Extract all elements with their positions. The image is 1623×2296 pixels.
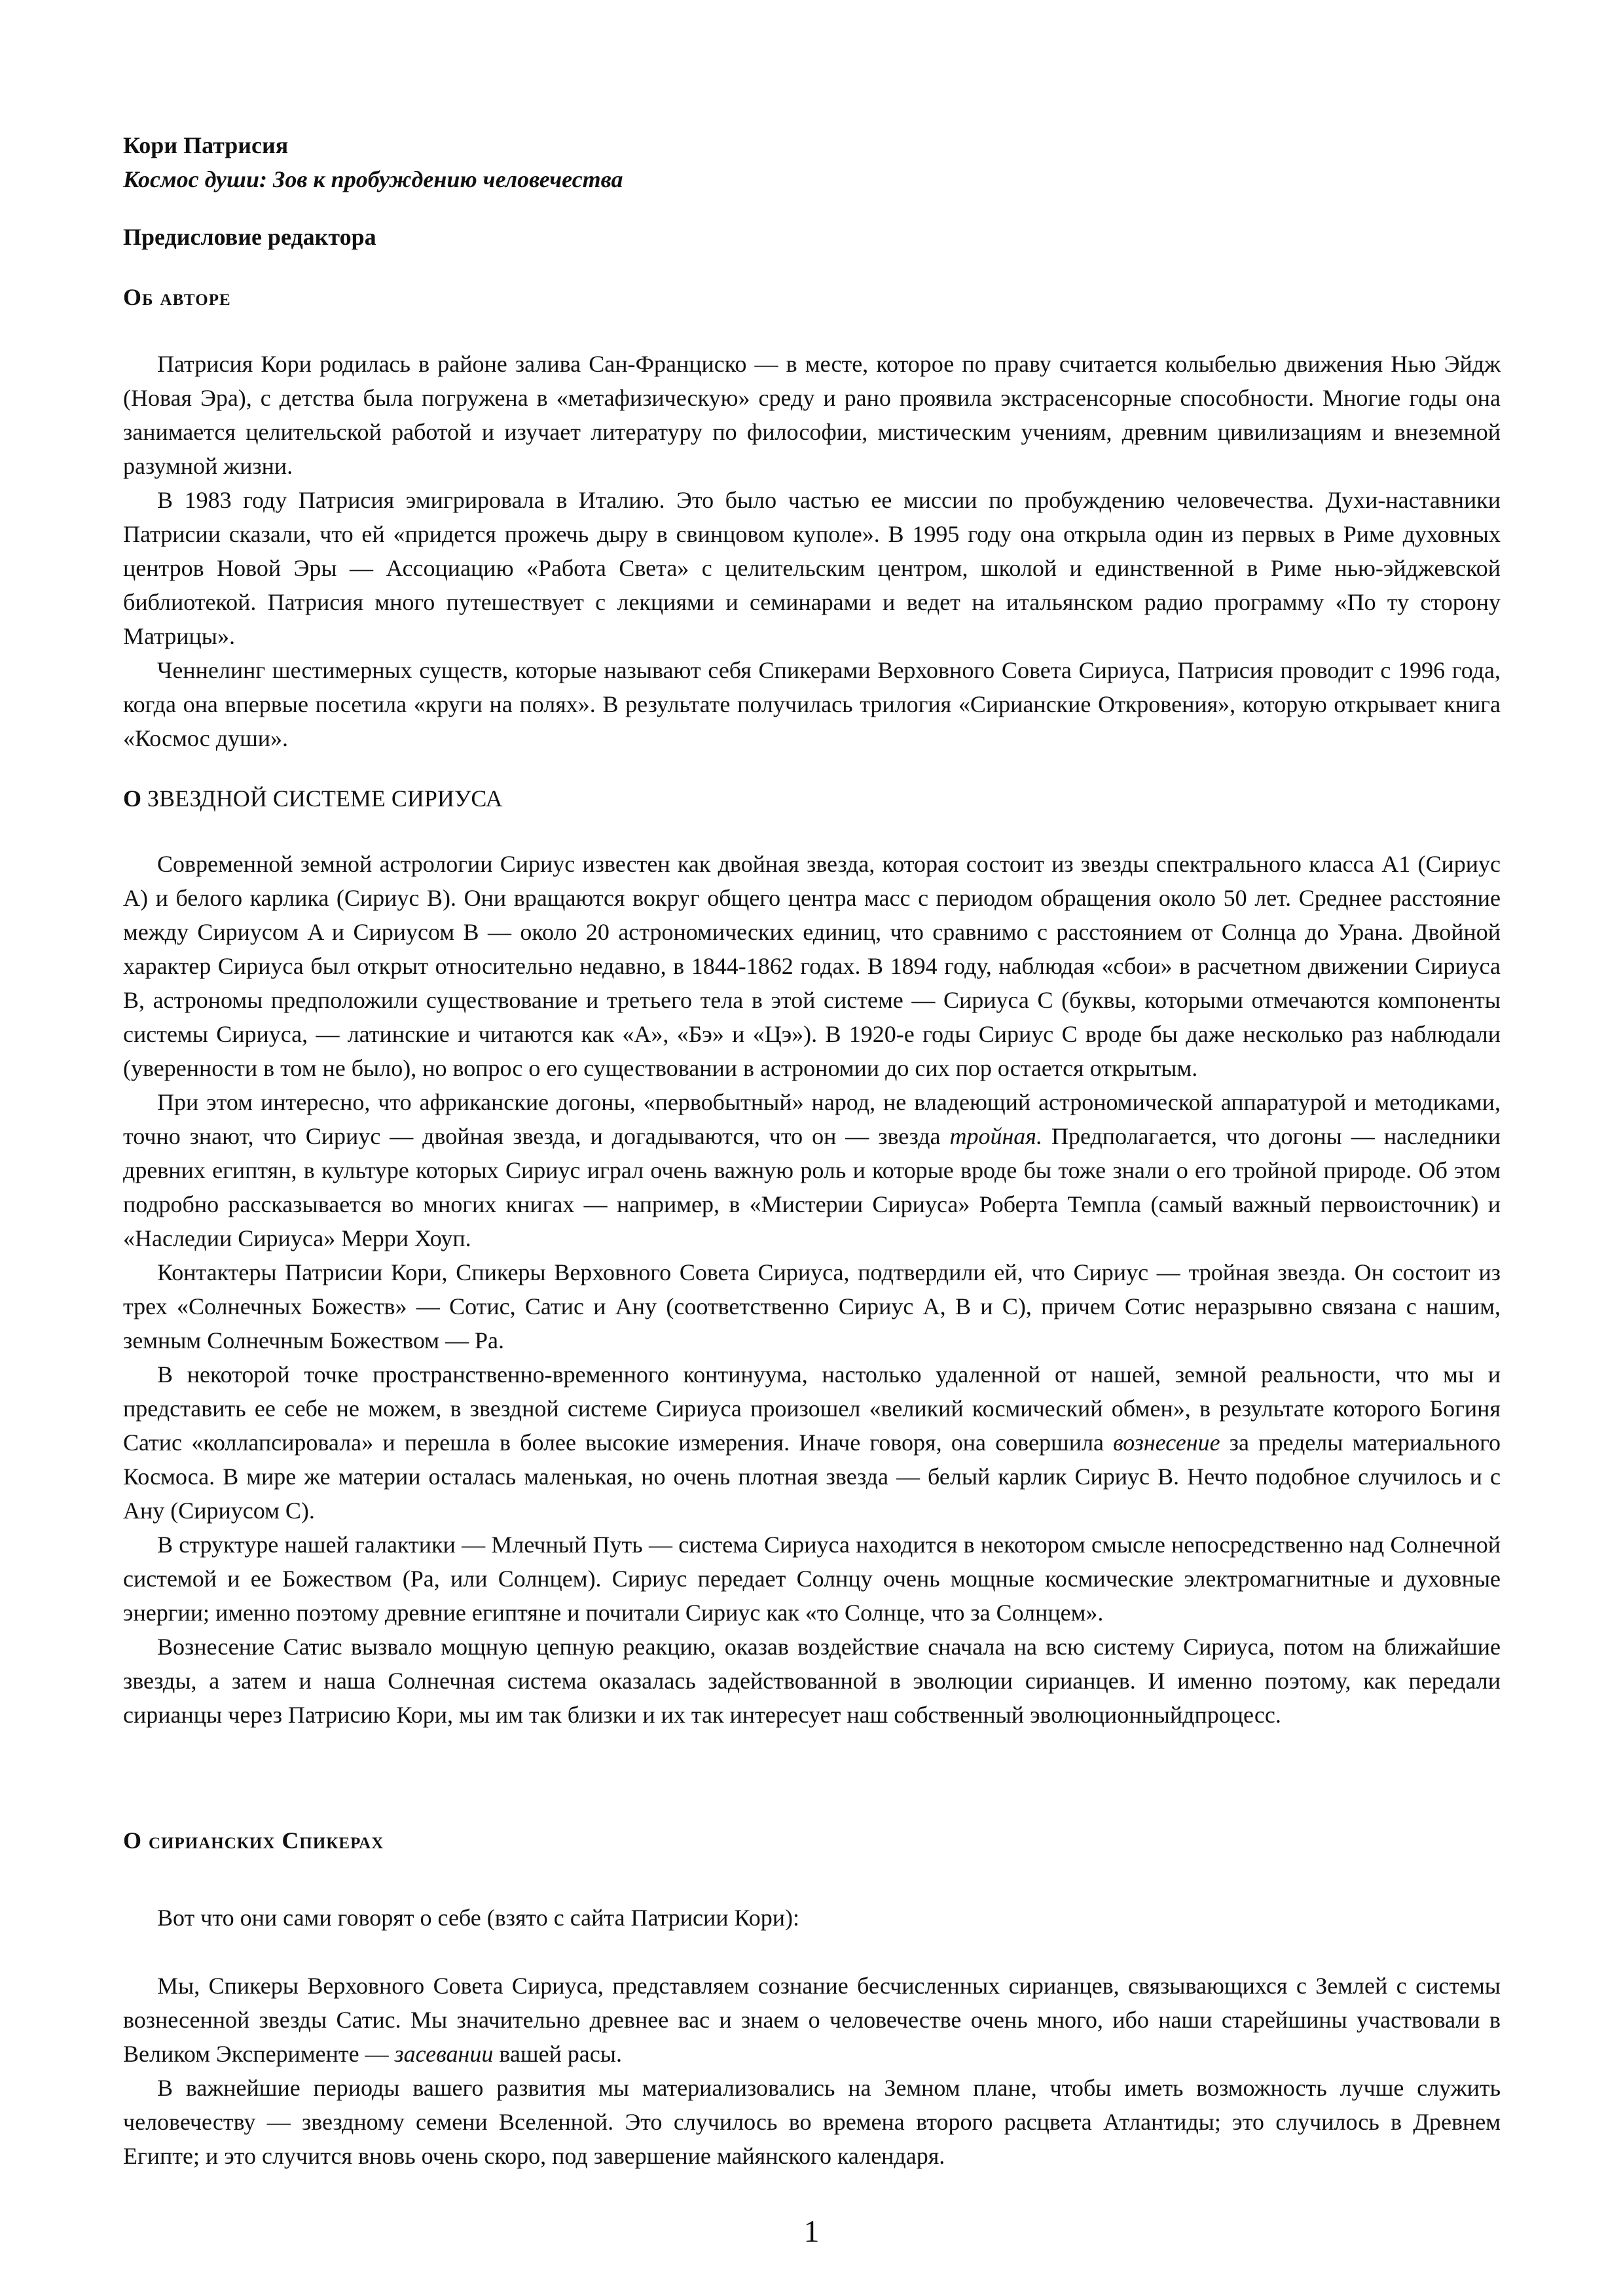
paragraph: Вот что они сами говорят о себе (взято с сайта Патрисии Кори): xyxy=(157,1905,800,1931)
paragraph: В 1983 году Патрисия эмигрировала в Италию. Это было частью ее миссии по пробуждению человечества. Духи-наставники Патрисии сказали, что ей «придется прожечь дыру в свинцовом куполе». В 1995 году она открыла один из первых в Риме духовных центров Новой Эры — Ассоциацию «Работа Света» с целительским центром, школой и единственной в Риме нью-эйджевской библиотекой. Патрисия много путешествует с лекциями и семинарами и ведет на итальянском радио программу «По ту сторону Матрицы». xyxy=(123,487,1501,649)
speakers-intro xyxy=(123,1901,1501,1935)
text-run: В некоторой точке пространственно-временного континуума, настолько удаленной от нашей, земной реальности, что мы и представить ее себе не можем, в звездной системе Сириуса произошел «великий космический обмен», в результате которого Богиня Сатис «коллапсировала» и перешла в более высокие измерения. Иначе говоря, она совершила xyxy=(123,1361,1501,1456)
book-title: Космос души: Зов к пробуждению человечества xyxy=(123,166,623,192)
paragraph xyxy=(123,1085,1501,1255)
paragraph xyxy=(123,1357,1501,1528)
about-author-heading: Об авторе xyxy=(123,284,231,310)
text-run: При этом интересно, что африканские догоны, «первобытный» народ, не владеющий астрономической аппаратурой и методиками, точно знают, что Сириус — двойная звезда, и догадываются, что он — звезда xyxy=(123,1089,1501,1149)
preface-heading-block xyxy=(123,220,1501,254)
paragraph: Контактеры Патрисии Кори, Спикеры Верховного Совета Сириуса, подтвердили ей, что Сириус — тройная звезда. Он состоит из трех «Солнечных Божеств» — Сотис, Сатис и Ану (соответственно Сириус A, B и C), причем Сотис неразрывно связана с нашим, земным Солнечным Божеством — Ра. xyxy=(123,1259,1501,1354)
sirius-heading-block xyxy=(123,781,1501,816)
paragraph: Современной земной астрологии Сириус известен как двойная звезда, которая состоит из звезды спектрального класса A1 (Сириус A) и белого карлика (Сириус B). Они вращаются вокруг общего центра масс с периодом обращения около 50 лет. Среднее расстояние между Сириусом A и Сириусом B — около 20 астрономических единиц, что сравнимо с расстоянием от Солнца до Урана. Двойной характер Сириуса был открыт относительно недавно, в 1844-1862 годах. В 1894 году, наблюдая «сбои» в расчетном движении Сириуса B, астрономы предположили существование и третьего тела в этой системе — Сириуса C (буквы, которыми отмечаются компоненты системы Сириуса, — латинские и читаются как «А», «Бэ» и «Цэ»). В 1920-е годы Сириус C вроде бы даже несколько раз наблюдали (уверенности в том не было), но вопрос о его существовании в астрономии до сих пор остается открытым. xyxy=(123,851,1501,1081)
preface-heading: Предисловие редактора xyxy=(123,224,376,250)
about-author-heading-block xyxy=(123,280,1501,314)
paragraph: Вознесение Сатис вызвало мощную цепную реакцию, оказав воздействие сначала на всю систему Сириуса, потом на ближайшие звезды, а затем и наша Солнечная система оказалась задействованной в эволюции сирианцев. И именно поэтому, как передали сирианцы через Патрисию Кори, мы им так близки и их так интересует наш собственный эволюционныйдпроцесс. xyxy=(123,1634,1501,1728)
text-run: Предполагается, что догоны — наследники древних египтян, в культуре которых Сириус играл очень важную роль и которые вроде бы тоже знали о его тройной природе. Об этом подробно рассказывается во многих книгах — например, в «Мистерии Сириуса» Роберта Темпла (самый важный первоисточник) и «Наследии Сириуса» Мерри Хоуп. xyxy=(123,1123,1501,1251)
sirius-heading-rest: ЗВЕЗДНОЙ СИСТЕМЕ СИРИУСА xyxy=(141,785,503,812)
paragraph xyxy=(123,1969,1501,2071)
book-header xyxy=(123,128,1501,196)
emphasis: вознесение xyxy=(1113,1429,1220,1456)
text-run: вашей расы. xyxy=(493,2041,622,2067)
text-run: Мы, Спикеры Верховного Совета Сириуса, представляем сознание бесчисленных сирианцев, связывающихся с Землей с системы вознесенной звезды Сатис. Мы значительно древнее вас и знаем о человечестве очень много, ибо наши старейшины участвовали в Великом Эксперименте — xyxy=(123,1973,1501,2067)
paragraph: Ченнелинг шестимерных существ, которые называют себя Спикерами Верховного Совета Сириуса, Патрисия проводит с 1996 года, когда она впервые посетила «круги на полях». В результате получилась трилогия «Сирианские Откровения», которую открывает книга «Космос души». xyxy=(123,657,1501,751)
page-number: 1 xyxy=(803,2214,820,2249)
sirius-heading-prefix: О xyxy=(123,785,142,812)
about-author-section xyxy=(123,347,1501,755)
paragraph: В важнейшие периоды вашего развития мы материализовались на Земном плане, чтобы иметь возможность лучше служить человечеству — звездному семени Вселенной. Это случилось во времена второго расцвета Атлантиды; это случилось в Древнем Египте; и это случится вновь очень скоро, под завершение майянского календаря. xyxy=(123,2075,1501,2169)
emphasis: тройная. xyxy=(949,1123,1043,1149)
sirius-section xyxy=(123,847,1501,1732)
emphasis: засевании xyxy=(394,2041,494,2067)
text-run: за пределы материального Космоса. В мире же материи осталась маленькая, но очень плотная звезда — белый карлик Сириус B. Нечто подобное случилось и с Ану (Сириусом C). xyxy=(123,1429,1501,1524)
speakers-heading: О сирианских Спикерах xyxy=(123,1827,384,1854)
paragraph: Патрисия Кори родилась в районе залива Сан-Франциско — в месте, которое по праву считается колыбелью движения Нью Эйдж (Новая Эра), с детства была погружена в «метафизическую» среду и рано проявила экстрасенсорные способности. Многие годы она занимается целительской работой и изучает литературу по философии, мистическим учениям, древним цивилизациям и внеземной разумной жизни. xyxy=(123,351,1501,479)
sirius-heading xyxy=(123,781,1501,816)
speakers-section xyxy=(123,1969,1501,2173)
author-name: Кори Патрисия xyxy=(123,132,289,158)
paragraph: В структуре нашей галактики — Млечный Путь — система Сириуса находится в некотором смысле непосредственно над Солнечной системой и ее Божеством (Ра, или Солнцем). Сириус передает Солнцу очень мощные космические электромагнитные и духовные энергии; именно поэтому древние египтяне и почитали Сириус как «то Солнце, что за Солнцем». xyxy=(123,1532,1501,1626)
speakers-heading-block xyxy=(123,1823,1501,1857)
